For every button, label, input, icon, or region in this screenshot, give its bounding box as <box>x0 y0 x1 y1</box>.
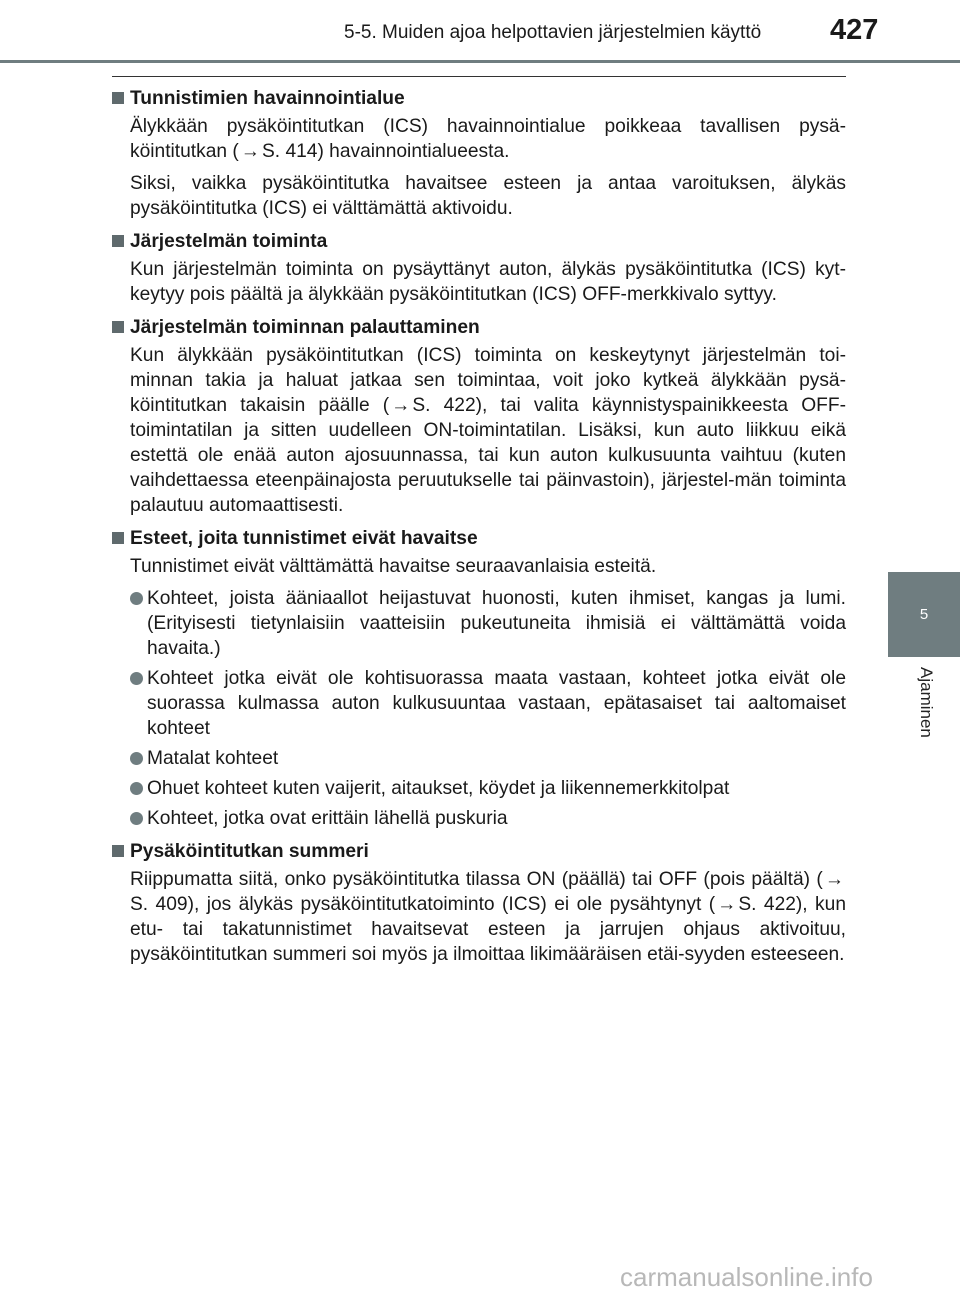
paragraph <box>112 867 846 967</box>
square-bullet-icon <box>112 532 124 544</box>
page-number: 427 <box>830 14 879 46</box>
paragraph-text: Tunnistimet eivät välttämättä havaitse seuraavanlaisia esteitä. <box>130 556 657 577</box>
round-bullet-icon <box>130 752 143 765</box>
list-item-text: Kohteet, jotka ovat erittäin lähellä puskuria <box>147 808 508 829</box>
paragraph-text: Riippumatta siitä, onko pysäköintitutka tilassa ON (päällä) tai OFF (pois päältä) ( <box>130 869 823 890</box>
page-header <box>0 0 960 62</box>
paragraph-text: Siksi, vaikka pysäköintitutka havaitsee esteen ja antaa varoituksen, älykäs pysäköintitutka (ICS) ei välttämättä aktivoidu. <box>130 173 846 219</box>
section-heading-text: Pysäköintitutkan summeri <box>130 841 369 862</box>
round-bullet-icon <box>130 812 143 825</box>
list-item-text: Kohteet jotka eivät ole kohtisuorassa maata vastaan, kohteet jotka eivät ole suorassa kulmassa auton kulkusuuntaa vastaan, epätasaiset tai aaltomaiset kohteet <box>147 668 846 739</box>
list-item <box>130 806 846 831</box>
chapter-tab[interactable] <box>888 572 960 657</box>
section <box>112 839 846 967</box>
section <box>112 315 846 518</box>
list-item-text: Matalat kohteet <box>147 748 279 769</box>
paragraph-text: S. 409), jos älykäs pysäköintitutkatoiminto (ICS) ei ole pysähtynyt ( <box>130 894 716 915</box>
paragraph-text: Kun järjestelmän toiminta on pysäyttänyt auton, älykäs pysäköintitutka (ICS) kyt-keytyy pois päältä ja älykkään pysäköintitutkan (ICS) OFF-merkkivalo syttyy. <box>130 259 846 305</box>
paragraph-text: S. 422), kun etu- tai takatunnistimet havaitsevat esteen ja jarrujen ohjaus aktivoituu, pysäköintitutkan summeri soi myös ja ilmoittaa likimääräisen etäi-syyden esteeseen. <box>130 894 846 965</box>
watermark: carmanualsonline.info <box>620 1262 873 1292</box>
list-item <box>130 666 846 741</box>
list-item-text: Kohteet, joista ääniaallot heijastuvat huonosti, kuten ihmiset, kangas ja lumi. (Erityisesti tietynlaisiin vaatteisiin pukeutuneita ihmisiä ei välttämättä voida havaita.) <box>147 588 846 659</box>
chapter-label: Ajaminen <box>917 667 936 738</box>
paragraph <box>112 171 846 221</box>
paragraph-text: S. 414) havainnointialueesta. <box>261 141 510 162</box>
round-bullet-icon <box>130 782 143 795</box>
page-reference-arrow-icon[interactable]: → <box>824 869 844 890</box>
chapter-label-box <box>888 657 960 797</box>
paragraph-text: S. 422), tai valita käynnistyspainikkeesta OFF-toimintatilan ja sitten uudelleen ON-toimintatilan. Lisäksi, kun auto liikkuu eikä estettä ole enää auton ajosuunnassa, tai kun auton kulkusuunta vaihtuu (kuten vaihdettaessa eteenpäinajosta peruutukselle tai päinvastoin), järjestel-män toiminta palautuu automaattisesti. <box>130 395 846 516</box>
square-bullet-icon <box>112 845 124 857</box>
paragraph-text: Älykkään pysäköintitutkan (ICS) havainnointialue poikkeaa tavallisen pysä-köintitutkan ( <box>130 116 846 162</box>
page-reference-arrow-icon[interactable]: → <box>391 395 411 416</box>
section <box>112 526 846 831</box>
section <box>112 86 846 221</box>
paragraph <box>112 257 846 307</box>
section-heading <box>112 526 846 551</box>
header-divider <box>0 60 960 63</box>
section-heading <box>112 86 846 111</box>
list-item <box>130 746 846 771</box>
section-heading-text: Esteet, joita tunnistimet eivät havaitse <box>130 528 478 549</box>
page-reference-arrow-icon[interactable]: → <box>240 141 260 162</box>
section-heading <box>112 229 846 254</box>
round-bullet-icon <box>130 672 143 685</box>
content-top-rule <box>112 76 846 77</box>
square-bullet-icon <box>112 321 124 333</box>
paragraph <box>112 554 846 579</box>
running-header-title: 5-5. Muiden ajoa helpottavien järjestelmien käyttö <box>344 22 762 43</box>
chapter-number: 5 <box>919 606 929 623</box>
paragraph <box>112 343 846 518</box>
section-heading <box>112 315 846 340</box>
round-bullet-icon <box>130 592 143 605</box>
page-content <box>112 86 846 975</box>
square-bullet-icon <box>112 235 124 247</box>
paragraph-text: Kun älykkään pysäköintitutkan (ICS) toiminta on keskeytynyt järjestelmän toi-minnan takia ja haluat jatkaa sen toimintaa, voit joko kytkeä älykkään pysä-köintitutkan takaisin päälle ( <box>130 345 846 416</box>
bullet-list <box>112 586 846 831</box>
page-reference-arrow-icon[interactable]: → <box>717 894 737 915</box>
list-item <box>130 586 846 661</box>
section <box>112 229 846 307</box>
square-bullet-icon <box>112 92 124 104</box>
section-heading-text: Tunnistimien havainnointialue <box>130 88 405 109</box>
section-heading-text: Järjestelmän toiminnan palauttaminen <box>130 317 480 338</box>
list-item-text: Ohuet kohteet kuten vaijerit, aitaukset, köydet ja liikennemerkkitolpat <box>147 778 730 799</box>
paragraph <box>112 114 846 164</box>
list-item <box>130 776 846 801</box>
section-heading-text: Järjestelmän toiminta <box>130 231 328 252</box>
section-heading <box>112 839 846 864</box>
